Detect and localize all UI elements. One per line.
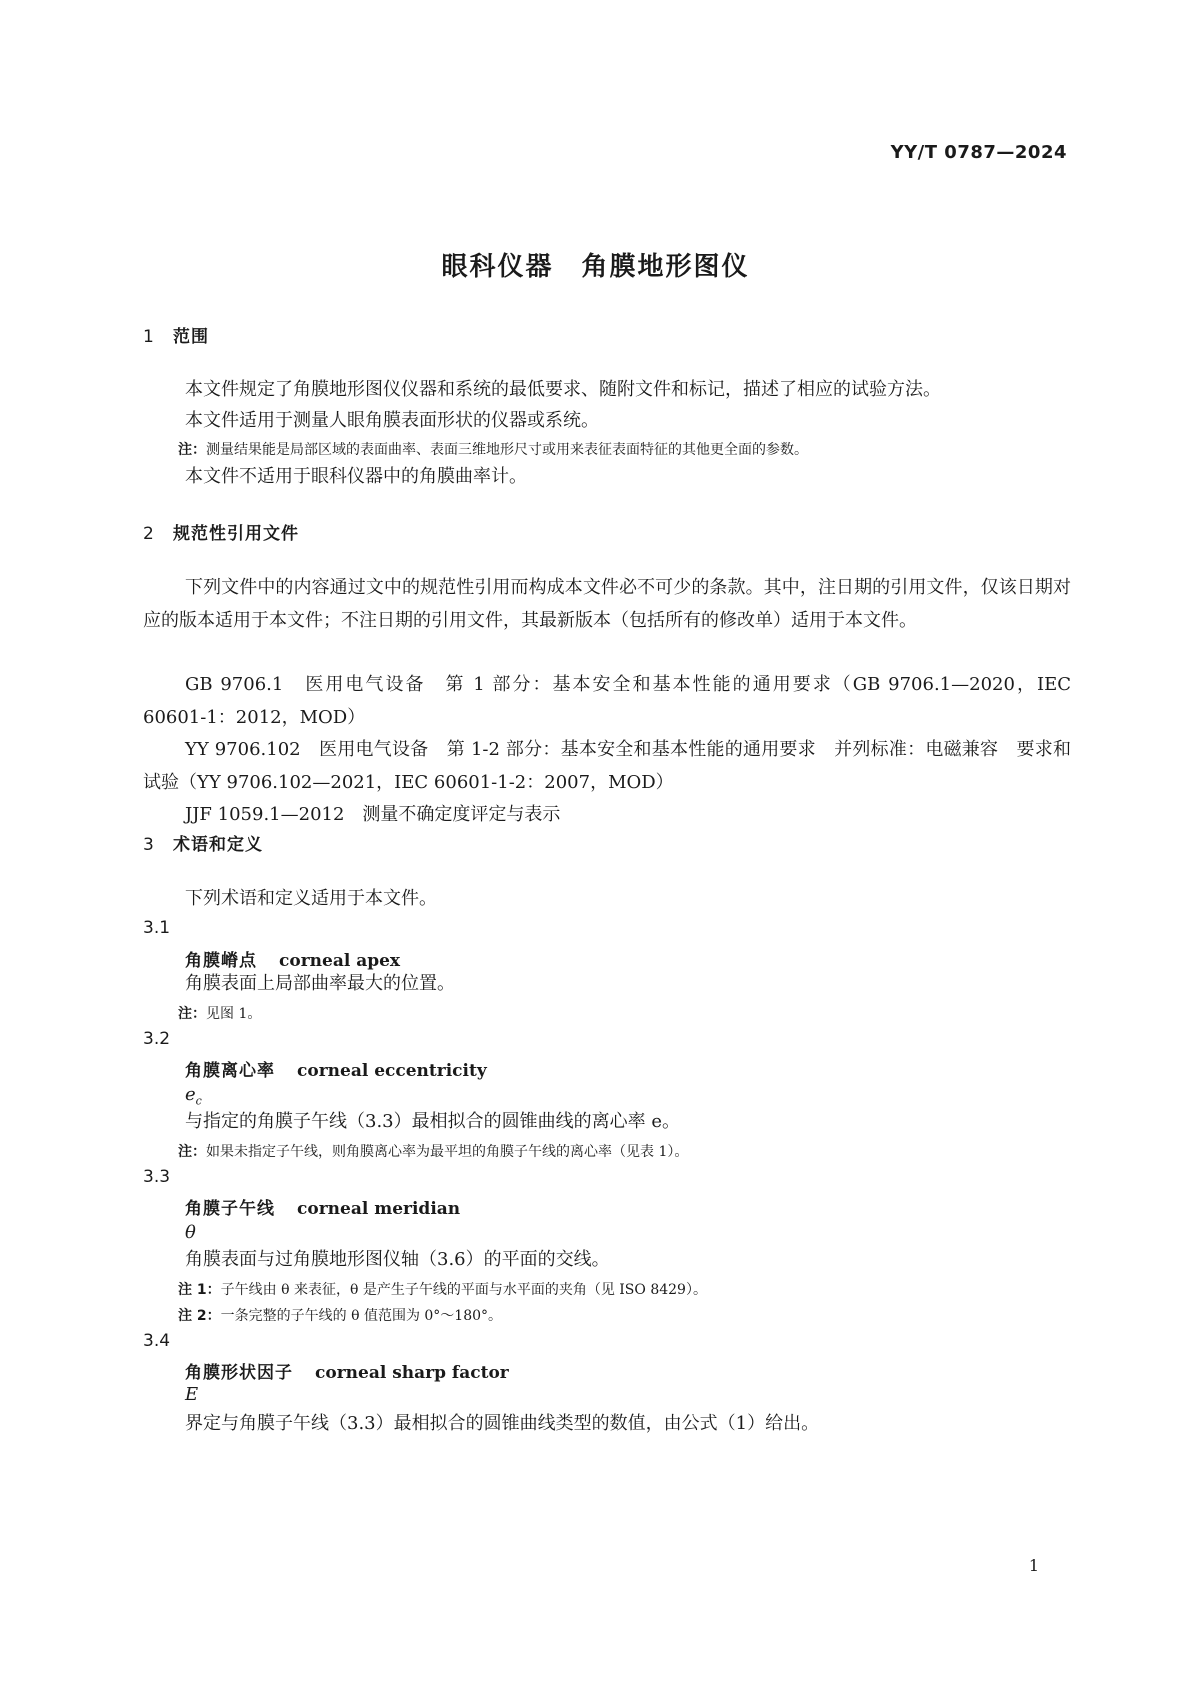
term-definition: 界定与角膜子午线（3.3）最相拟合的圆锥曲线类型的数值，由公式（1）给出。 (185, 1413, 820, 1434)
term-en: corneal sharp factor (315, 1363, 509, 1383)
page-number: 1 (1028, 1556, 1039, 1575)
note-text: 见图 1。 (206, 1006, 262, 1022)
symbol-subscript: c (195, 1094, 202, 1108)
note-text: 如果未指定子午线，则角膜离心率为最平坦的角膜子午线的离心率（见表 1）。 (206, 1144, 689, 1160)
paragraph: 下列术语和定义适用于本文件。 (185, 888, 437, 909)
term-number: 3.4 (143, 1331, 171, 1351)
document-title: 眼科仪器 角膜地形图仪 (441, 252, 750, 282)
term-heading (185, 1056, 487, 1081)
note (178, 1279, 707, 1299)
section-1-heading (143, 322, 209, 347)
document-code: YY/T 0787—2024 (890, 142, 1067, 163)
note-label: 注： (178, 1144, 206, 1160)
note (178, 1305, 502, 1325)
term-number: 3.2 (143, 1029, 171, 1049)
section-title: 术语和定义 (173, 835, 263, 855)
section-number: 3 (143, 835, 155, 855)
note-text: 子午线由 θ 来表征，θ 是产生子午线的平面与水平面的夹角（见 ISO 8429）。 (220, 1282, 707, 1298)
term-number: 3.3 (143, 1167, 171, 1187)
section-title: 范围 (173, 327, 209, 347)
section-3-heading (143, 830, 263, 855)
note-label: 注 1： (178, 1282, 221, 1298)
paragraph: 本文件适用于测量人眼角膜表面形状的仪器或系统。 (185, 410, 599, 431)
reference-item: JJF 1059.1—2012 测量不确定度评定与表示 (185, 804, 561, 825)
term-definition: 与指定的角膜子午线（3.3）最相拟合的圆锥曲线的离心率 e。 (185, 1111, 680, 1132)
section-title: 规范性引用文件 (173, 524, 299, 544)
term-en: corneal apex (279, 951, 401, 971)
symbol-main: e (185, 1084, 196, 1105)
term-heading (185, 1358, 509, 1383)
term-zh: 角膜离心率 (185, 1061, 275, 1081)
note-label: 注： (178, 1006, 206, 1022)
term-heading (185, 1194, 460, 1219)
section-number: 1 (143, 327, 155, 347)
term-zh: 角膜嵴点 (185, 951, 257, 971)
reference-item: GB 9706.1 医用电气设备 第 1 部分：基本安全和基本性能的通用要求（GB 9706.1—2020，IEC 60601-1：2012，MOD） (143, 674, 1071, 728)
note-text: 一条完整的子午线的 θ 值范围为 0°～180°。 (220, 1308, 503, 1324)
note-label: 注 2： (178, 1308, 221, 1324)
term-number: 3.1 (143, 918, 171, 938)
note-text: 测量结果能是局部区域的表面曲率、表面三维地形尺寸或用来表征表面特征的其他更全面的参数。 (206, 442, 808, 458)
note-label: 注： (178, 442, 206, 458)
term-en: corneal meridian (297, 1199, 461, 1219)
term-en: corneal eccentricity (297, 1061, 487, 1081)
term-zh: 角膜子午线 (185, 1199, 275, 1219)
paragraph: 本文件规定了角膜地形图仪仪器和系统的最低要求、随附文件和标记，描述了相应的试验方法。 (185, 379, 941, 400)
note (178, 1003, 261, 1023)
term-zh: 角膜形状因子 (185, 1363, 293, 1383)
paragraph: 本文件不适用于眼科仪器中的角膜曲率计。 (185, 466, 527, 487)
note (178, 439, 808, 459)
section-2-heading (143, 519, 299, 544)
section-number: 2 (143, 524, 155, 544)
reference-item: YY 9706.102 医用电气设备 第 1-2 部分：基本安全和基本性能的通用要求 并列标准：电磁兼容 要求和试验（YY 9706.102—2021，IEC 60601-1-2：2007，MOD） (143, 739, 1071, 793)
term-symbol: E (185, 1384, 199, 1405)
paragraph: 下列文件中的内容通过文中的规范性引用而构成本文件必不可少的条款。其中，注日期的引用文件，仅该日期对应的版本适用于本文件；不注日期的引用文件，其最新版本（包括所有的修改单）适用于本文件。 (143, 577, 1071, 631)
term-symbol: θ (185, 1222, 196, 1243)
note (178, 1141, 688, 1161)
term-symbol (185, 1084, 202, 1108)
term-definition: 角膜表面上局部曲率最大的位置。 (185, 973, 455, 994)
term-definition: 角膜表面与过角膜地形图仪轴（3.6）的平面的交线。 (185, 1249, 610, 1270)
